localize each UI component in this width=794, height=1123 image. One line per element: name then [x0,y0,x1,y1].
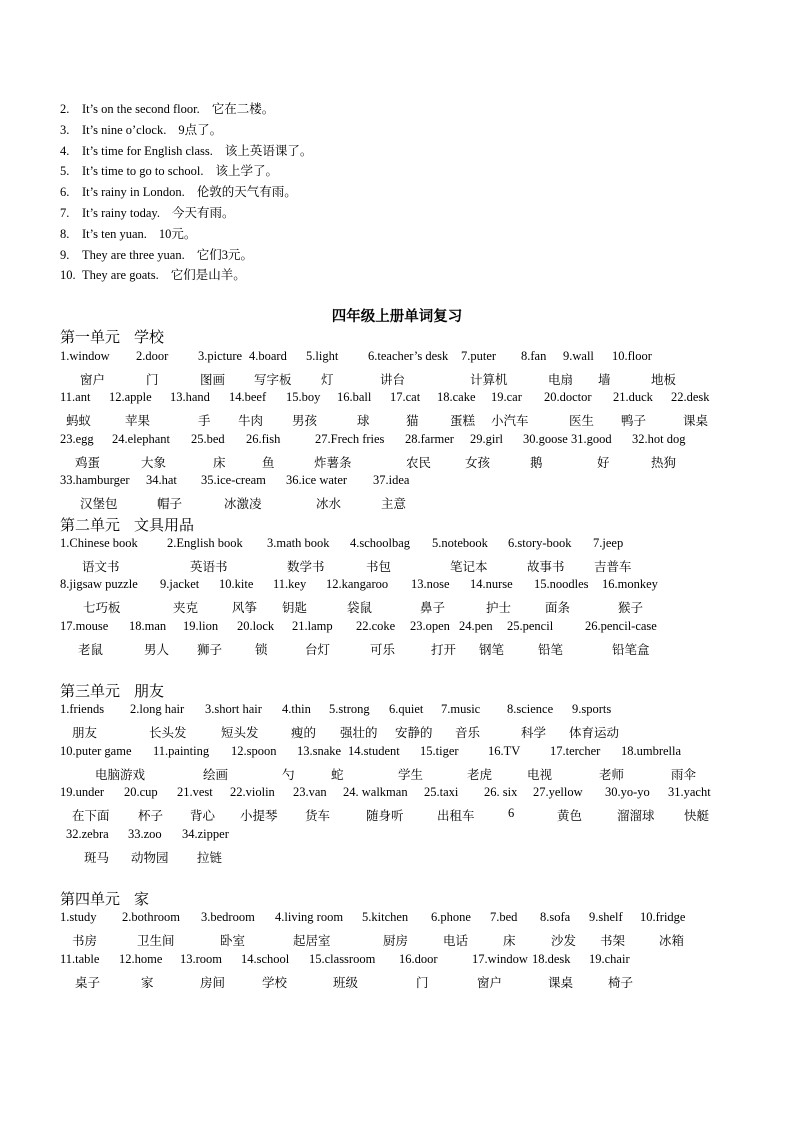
vocab-word: 30.yo-yo [605,785,650,799]
vocab-word: 6.teacher’s desk [368,349,449,363]
sentence-chinese: 该上英语课了。 [224,144,313,158]
vocab-translation: 女孩 [465,456,491,470]
vocab-word: 3.bedroom [201,910,255,924]
vocab-translation: 椅子 [608,976,634,990]
vocab-translation: 蚂蚁 [66,414,92,428]
vocab-word: 26. six [484,785,518,799]
vocab-word: 11.key [273,577,307,591]
vocab-translation: 手 [198,414,211,428]
vocab-word: 13.room [180,952,223,966]
vocab-word: 5.kitchen [362,910,409,924]
vocab-translation: 汉堡包 [80,497,118,511]
vocab-word: 22.desk [671,390,710,404]
vocab-word: 7.bed [490,910,518,924]
vocab-translation: 打开 [431,643,457,657]
vocab-word: 6.story-book [508,536,572,550]
sentence-english: It’s rainy today. [82,206,160,220]
vocab-word: 36.ice water [286,473,348,487]
vocab-translation: 故事书 [527,560,565,574]
vocab-translation: 猫 [406,414,419,428]
vocab-word: 17.cat [390,390,421,404]
vocab-word: 20.lock [237,619,275,633]
vocab-translation: 灯 [321,373,334,387]
vocab-translation: 狮子 [197,643,223,657]
vocab-translation: 电脑游戏 [95,768,146,782]
vocab-translation: 面条 [545,601,571,615]
vocab-word: 33.zoo [128,827,162,841]
vocab-word: 24. walkman [343,785,408,799]
vocab-word: 32.zebra [66,827,109,841]
vocab-word: 26.pencil-case [585,619,657,633]
unit-heading [60,680,164,701]
unit-heading [60,514,194,535]
sentence-3 [60,120,222,138]
vocab-translation: 房间 [200,976,226,990]
vocab-word: 17.tercher [550,744,601,758]
vocab-translation: 台灯 [305,643,331,657]
vocab-word: 29.girl [470,432,503,446]
vocab-translation: 桌子 [75,976,101,990]
vocab-word: 6.quiet [389,702,424,716]
sentence-chinese: 它们3元。 [196,248,253,262]
vocab-word: 21.lamp [292,619,333,633]
vocab-word: 4.thin [282,702,311,716]
vocab-word: 4.board [249,349,287,363]
vocab-translation: 鸡蛋 [75,456,101,470]
vocab-translation: 男孩 [292,414,318,428]
vocab-word: 15.noodles [534,577,589,591]
vocab-translation: 安静的 [395,726,433,740]
vocab-word: 28.farmer [405,432,454,446]
vocab-word: 21.duck [613,390,653,404]
vocab-word: 1.window [60,349,110,363]
vocab-word: 7.music [441,702,481,716]
vocab-word: 18.desk [532,952,571,966]
vocab-translation: 拉链 [197,851,223,865]
vocab-word: 3.math book [267,536,330,550]
vocab-translation: 勺 [282,768,295,782]
vocab-translation: 蛇 [331,768,344,782]
sentence-4 [60,141,312,159]
vocab-word: 4.schoolbag [350,536,411,550]
sentence-chinese: 该上学了。 [215,164,279,178]
vocab-word: 34.zipper [182,827,229,841]
vocab-word: 2.long hair [130,702,185,716]
vocab-translation: 图画 [200,373,226,387]
sentence-number: 2. [60,102,70,116]
vocab-translation: 大象 [141,456,167,470]
sentence-english: They are three yuan. [82,248,185,262]
vocab-translation: 黄色 [557,809,583,823]
vocab-translation: 鸭子 [621,414,647,428]
vocab-translation: 墙 [598,373,611,387]
vocab-translation: 杯子 [138,809,164,823]
vocab-word: 9.shelf [589,910,623,924]
vocab-word: 12.kangaroo [326,577,389,591]
sentence-english: It’s rainy in London. [82,185,185,199]
vocab-word: 1.Chinese book [60,536,138,550]
vocab-word: 23.egg [60,432,94,446]
vocab-translation: 医生 [569,414,595,428]
sentence-5 [60,161,278,179]
vocab-word: 10.kite [219,577,254,591]
vocab-word: 11.table [60,952,100,966]
vocab-translation: 电扇 [548,373,574,387]
vocab-translation: 护士 [486,601,512,615]
unit-heading [60,888,149,909]
vocab-word: 1.study [60,910,97,924]
sentence-chinese: 它们是山羊。 [170,268,246,282]
vocab-word: 23.van [293,785,327,799]
vocab-word: 16.monkey [602,577,658,591]
vocab-word: 15.classroom [309,952,376,966]
vocab-translation: 床 [503,934,516,948]
vocab-word: 14.beef [229,390,267,404]
vocab-word: 19.car [491,390,522,404]
vocab-word: 34.hat [146,473,177,487]
vocab-translation: 鼻子 [420,601,446,615]
vocab-translation: 随身听 [366,809,404,823]
vocab-translation: 家 [141,976,154,990]
vocab-word: 3.picture [198,349,243,363]
vocab-translation: 语文书 [82,560,120,574]
vocab-translation: 钢笔 [479,643,505,657]
vocab-translation: 笔记本 [450,560,488,574]
vocab-translation: 动物园 [131,851,169,865]
vocab-word: 16.ball [337,390,372,404]
vocab-translation: 雨伞 [671,768,697,782]
vocab-word: 13.hand [170,390,210,404]
vocab-translation: 铅笔 [538,643,564,657]
vocab-word: 18.umbrella [621,744,682,758]
vocab-word: 25.bed [191,432,225,446]
sentence-6 [60,182,297,200]
vocab-word: 23.open [410,619,450,633]
vocab-translation: 钥匙 [282,601,308,615]
vocab-translation: 厨房 [383,934,409,948]
vocab-translation: 七巧板 [83,601,121,615]
vocab-translation: 背心 [190,809,216,823]
vocab-translation: 6 [508,806,515,820]
sentence-english: It’s on the second floor. [82,102,200,116]
sentence-number: 5. [60,164,70,178]
vocab-word: 8.sofa [540,910,571,924]
vocab-translation: 书架 [600,934,626,948]
sentence-number: 4. [60,144,70,158]
vocab-translation: 门 [146,373,159,387]
sentence-english: It’s time for English class. [82,144,213,158]
vocab-word: 25.pencil [507,619,554,633]
vocab-translation: 地板 [651,373,677,387]
vocab-word: 21.vest [177,785,213,799]
vocab-translation: 鹅 [530,456,543,470]
unit-name: 文具用品 [134,518,195,534]
vocab-word: 3.short hair [205,702,262,716]
vocab-translation: 夹克 [173,601,199,615]
vocab-translation: 货车 [305,809,331,823]
unit-name: 学校 [134,330,165,346]
vocab-word: 37.idea [373,473,410,487]
vocab-word: 27.yellow [533,785,583,799]
sentence-chinese: 它在二楼。 [211,102,275,116]
sentence-english: It’s ten yuan. [82,227,147,241]
vocab-word: 2.English book [167,536,243,550]
vocab-word: 7.jeep [593,536,624,550]
sentence-2 [60,99,274,117]
vocab-translation: 体育运动 [569,726,620,740]
vocab-word: 12.spoon [231,744,277,758]
vocab-translation: 卧室 [220,934,246,948]
vocab-translation: 炸薯条 [314,456,352,470]
vocab-translation: 绘画 [203,768,229,782]
vocab-translation: 牛肉 [238,414,264,428]
unit-name: 朋友 [134,684,165,700]
vocab-translation: 可乐 [370,643,396,657]
vocab-translation: 数学书 [287,560,325,574]
vocab-word: 15.tiger [420,744,459,758]
vocab-translation: 书房 [72,934,98,948]
vocab-translation: 朋友 [72,726,98,740]
vocab-word: 18.cake [437,390,476,404]
vocab-translation: 冰水 [316,497,342,511]
vocab-word: 30.goose [523,432,568,446]
vocab-word: 16.TV [488,744,521,758]
vocab-word: 9.jacket [160,577,200,591]
unit-heading [60,326,164,347]
vocab-translation: 男人 [144,643,170,657]
sentence-7 [60,203,235,221]
vocab-translation: 在下面 [72,809,110,823]
sentence-chinese: 今天有雨。 [172,206,235,220]
vocab-word: 7.puter [461,349,497,363]
vocab-translation: 老虎 [467,768,493,782]
vocab-translation: 老师 [599,768,625,782]
vocab-translation: 主意 [381,497,407,511]
vocab-word: 6.phone [431,910,471,924]
vocab-word: 14.nurse [470,577,513,591]
vocab-translation: 电视 [527,768,553,782]
vocab-word: 20.doctor [544,390,592,404]
vocab-word: 26.fish [246,432,281,446]
vocab-word: 31.yacht [668,785,711,799]
vocab-word: 5.light [306,349,339,363]
vocab-word: 12.home [119,952,163,966]
vocab-translation: 球 [357,414,370,428]
vocab-word: 9.sports [572,702,612,716]
vocab-translation: 锁 [255,643,268,657]
vocab-translation: 课桌 [683,414,709,428]
vocab-translation: 风筝 [232,601,258,615]
vocab-word: 8.jigsaw puzzle [60,577,138,591]
vocab-word: 24.elephant [112,432,170,446]
vocab-word: 5.strong [329,702,370,716]
vocab-translation: 短头发 [221,726,259,740]
vocab-translation: 蛋糕 [450,414,476,428]
vocab-word: 11.painting [153,744,210,758]
vocab-translation: 书包 [366,560,392,574]
vocab-translation: 热狗 [651,456,677,470]
vocab-translation: 强壮的 [340,726,378,740]
vocab-word: 10.floor [612,349,652,363]
vocab-word: 27.Frech fries [315,432,385,446]
vocab-word: 2.door [136,349,169,363]
vocab-translation: 起居室 [293,934,331,948]
sentence-chinese: 9点了。 [178,123,223,137]
vocab-translation: 班级 [333,976,359,990]
vocab-word: 9.wall [563,349,594,363]
vocab-word: 19.lion [183,619,219,633]
vocab-translation: 课桌 [548,976,574,990]
vocab-word: 17.mouse [60,619,109,633]
sentence-number: 8. [60,227,70,241]
vocab-translation: 铅笔盒 [612,643,650,657]
unit-label: 第四单元 [60,892,121,908]
vocab-translation: 英语书 [190,560,228,574]
vocab-word: 11.ant [60,390,91,404]
vocab-word: 14.student [348,744,400,758]
sentence-8 [60,224,196,242]
sentence-number: 6. [60,185,70,199]
sentence-chinese: 10元。 [158,227,197,241]
vocab-translation: 冰激凌 [224,497,262,511]
page-title: 四年级上册单词复习 [331,309,463,325]
vocab-word: 32.hot dog [632,432,686,446]
vocab-translation: 床 [213,456,226,470]
vocab-translation: 农民 [406,456,432,470]
vocab-word: 5.notebook [432,536,488,550]
vocab-word: 35.ice-cream [201,473,266,487]
vocab-translation: 冰箱 [659,934,685,948]
vocab-translation: 猴子 [618,601,644,615]
vocab-translation: 好 [597,456,610,470]
vocab-word: 24.pen [459,619,493,633]
vocab-word: 8.science [507,702,554,716]
vocab-translation: 帽子 [157,497,183,511]
vocab-translation: 讲台 [380,373,406,387]
vocab-translation: 计算机 [470,373,508,387]
vocab-word: 2.bothroom [122,910,180,924]
vocab-word: 20.cup [124,785,158,799]
vocab-translation: 出租车 [437,809,475,823]
vocab-translation: 学校 [262,976,288,990]
vocab-word: 8.fan [521,349,547,363]
vocab-translation: 斑马 [84,851,110,865]
vocab-translation: 音乐 [455,726,481,740]
unit-name: 家 [134,892,150,908]
vocab-translation: 溜溜球 [617,809,655,823]
vocab-word: 22.violin [230,785,275,799]
vocab-word: 10.fridge [640,910,686,924]
vocab-translation: 小提琴 [240,809,278,823]
vocab-translation: 苹果 [125,414,151,428]
vocab-word: 10.puter game [60,744,132,758]
unit-label: 第二单元 [60,518,121,534]
vocab-word: 4.living room [275,910,344,924]
sentence-10 [60,265,246,283]
vocab-translation: 袋鼠 [347,601,373,615]
vocab-translation: 学生 [398,768,424,782]
vocab-word: 15.boy [286,390,321,404]
sentence-english: It’s time to go to school. [82,164,204,178]
sentence-number: 7. [60,206,70,220]
vocab-translation: 吉普车 [594,560,632,574]
vocab-translation: 门 [416,976,429,990]
vocab-translation: 沙发 [551,934,577,948]
vocab-word: 19.under [60,785,105,799]
vocab-translation: 卫生间 [137,934,175,948]
unit-label: 第三单元 [60,684,121,700]
sentence-english: It’s nine o’clock. [82,123,167,137]
vocab-word: 13.snake [297,744,342,758]
sentence-9 [60,245,253,263]
sentence-english: They are goats. [82,268,159,282]
vocab-translation: 长头发 [149,726,187,740]
vocab-translation: 鱼 [262,456,275,470]
vocab-word: 14.school [241,952,290,966]
vocab-word: 31.good [571,432,612,446]
vocab-translation: 科学 [521,726,547,740]
vocab-word: 19.chair [589,952,630,966]
vocab-word: 25.taxi [424,785,459,799]
vocab-translation: 写字板 [254,373,292,387]
vocab-translation: 老鼠 [78,643,104,657]
vocab-word: 33.hamburger [60,473,130,487]
vocab-word: 16.door [399,952,438,966]
vocab-translation: 电话 [443,934,469,948]
vocab-word: 12.apple [109,390,152,404]
vocab-word: 22.coke [356,619,396,633]
sentence-number: 10. [60,268,76,282]
unit-label: 第一单元 [60,330,121,346]
vocab-translation: 快艇 [684,809,710,823]
vocab-translation: 窗户 [80,373,106,387]
vocab-word: 18.man [129,619,167,633]
sentence-number: 9. [60,248,70,262]
vocab-word: 17.window [472,952,528,966]
vocab-translation: 窗户 [477,976,503,990]
sentence-chinese: 伦敦的天气有雨。 [196,185,297,199]
vocab-word: 13.nose [411,577,450,591]
vocab-translation: 瘦的 [291,726,317,740]
vocab-translation: 小汽车 [491,414,529,428]
sentence-number: 3. [60,123,70,137]
vocab-word: 1.friends [60,702,105,716]
